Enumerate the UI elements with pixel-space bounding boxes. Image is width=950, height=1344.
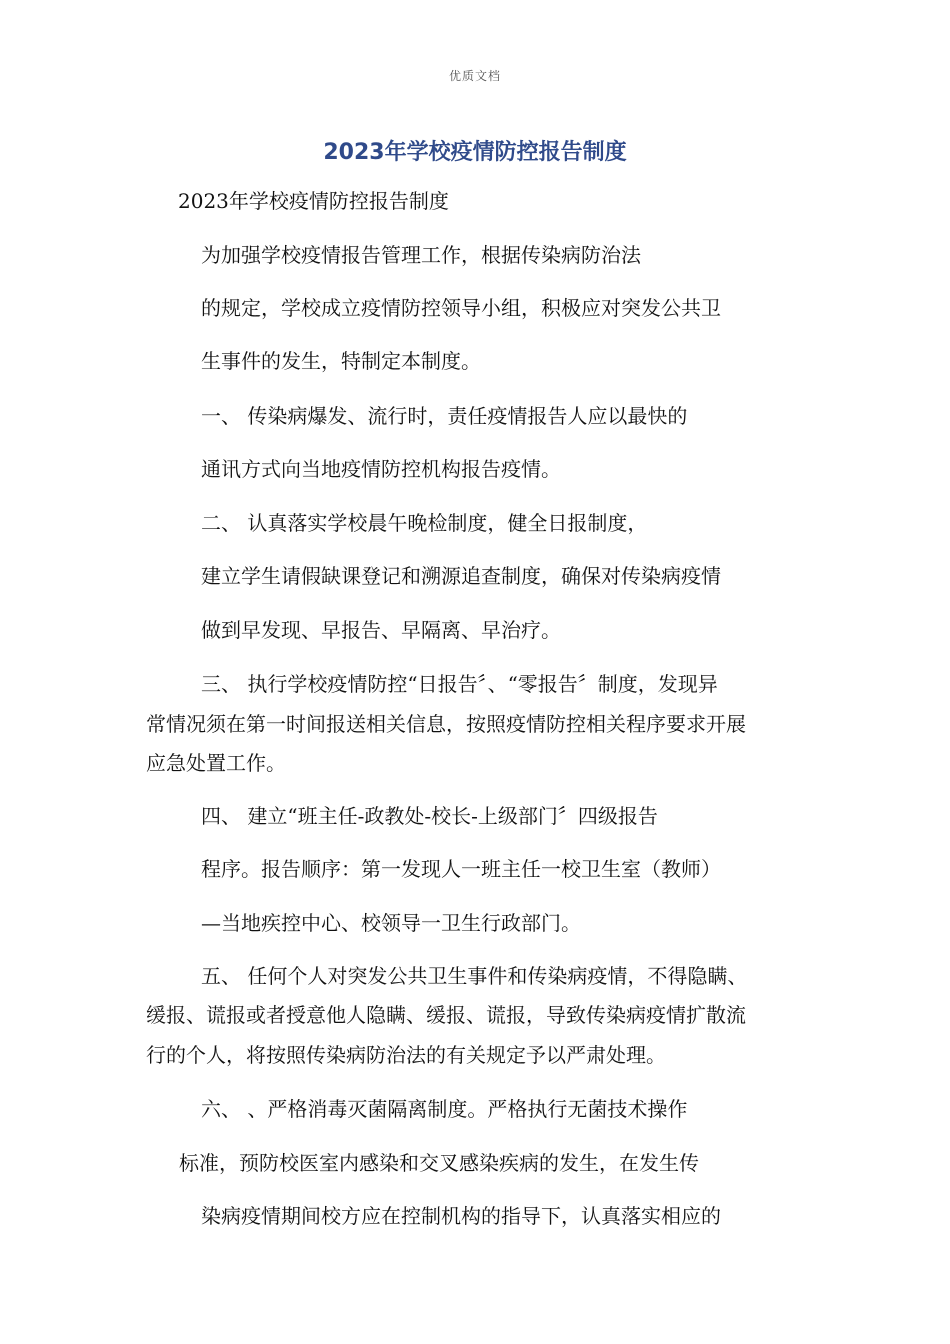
body-line: 行的个人，将按照传染病防治法的有关规定予以严肃处理。 xyxy=(146,1043,666,1067)
body-line: 应急处置工作。 xyxy=(146,751,286,775)
body-line: 标准，预防校医室内感染和交叉感染疾病的发生，在发生传 xyxy=(179,1151,699,1175)
section-5-line: 五、 任何个人对突发公共卫生事件和传染病疫情，不得隐瞒、 xyxy=(201,964,748,988)
body-line: 程序。报告顺序：第一发现人一班主任一校卫生室（教师） xyxy=(201,857,721,881)
body-line: 缓报、谎报或者授意他人隐瞒、缓报、谎报，导致传染病疫情扩散流 xyxy=(146,1003,746,1027)
body-line: 建立学生请假缺课登记和溯源追查制度，确保对传染病疫情 xyxy=(201,564,721,588)
section-6-line: 六、 、严格消毒灭菌隔离制度。严格执行无菌技术操作 xyxy=(201,1097,688,1121)
body-line: 通讯方式向当地疫情防控机构报告疫情。 xyxy=(201,457,561,481)
section-3-line: 三、 执行学校疫情防控“日报告〞、“零报告〞制度，发现异 xyxy=(201,672,718,696)
body-line: 常情况须在第一时间报送相关信息，按照疫情防控相关程序要求开展 xyxy=(146,712,746,736)
header-note: 优质文档 xyxy=(448,69,501,83)
subtitle-line: 2023年学校疫情防控报告制度 xyxy=(178,189,449,213)
body-line: 生事件的发生，特制定本制度。 xyxy=(201,349,481,373)
document-title: 2023年学校疫情防控报告制度 xyxy=(323,140,627,165)
body-line: 为加强学校疫情报告管理工作，根据传染病防治法 xyxy=(201,243,641,267)
section-1-line: 一、 传染病爆发、流行时，责任疫情报告人应以最快的 xyxy=(201,404,688,428)
body-line: —当地疾控中心、校领导一卫生行政部门。 xyxy=(201,911,581,935)
section-2-line: 二、 认真落实学校晨午晚检制度，健全日报制度， xyxy=(201,511,648,535)
body-line: 做到早发现、早报告、早隔离、早治疗。 xyxy=(201,618,561,642)
section-4-line: 四、 建立“班主任-政教处-校长-上级部门〞四级报告 xyxy=(201,804,658,828)
body-line: 的规定，学校成立疫情防控领导小组，积极应对突发公共卫 xyxy=(201,296,721,320)
body-line: 染病疫情期间校方应在控制机构的指导下，认真落实相应的 xyxy=(201,1204,721,1228)
